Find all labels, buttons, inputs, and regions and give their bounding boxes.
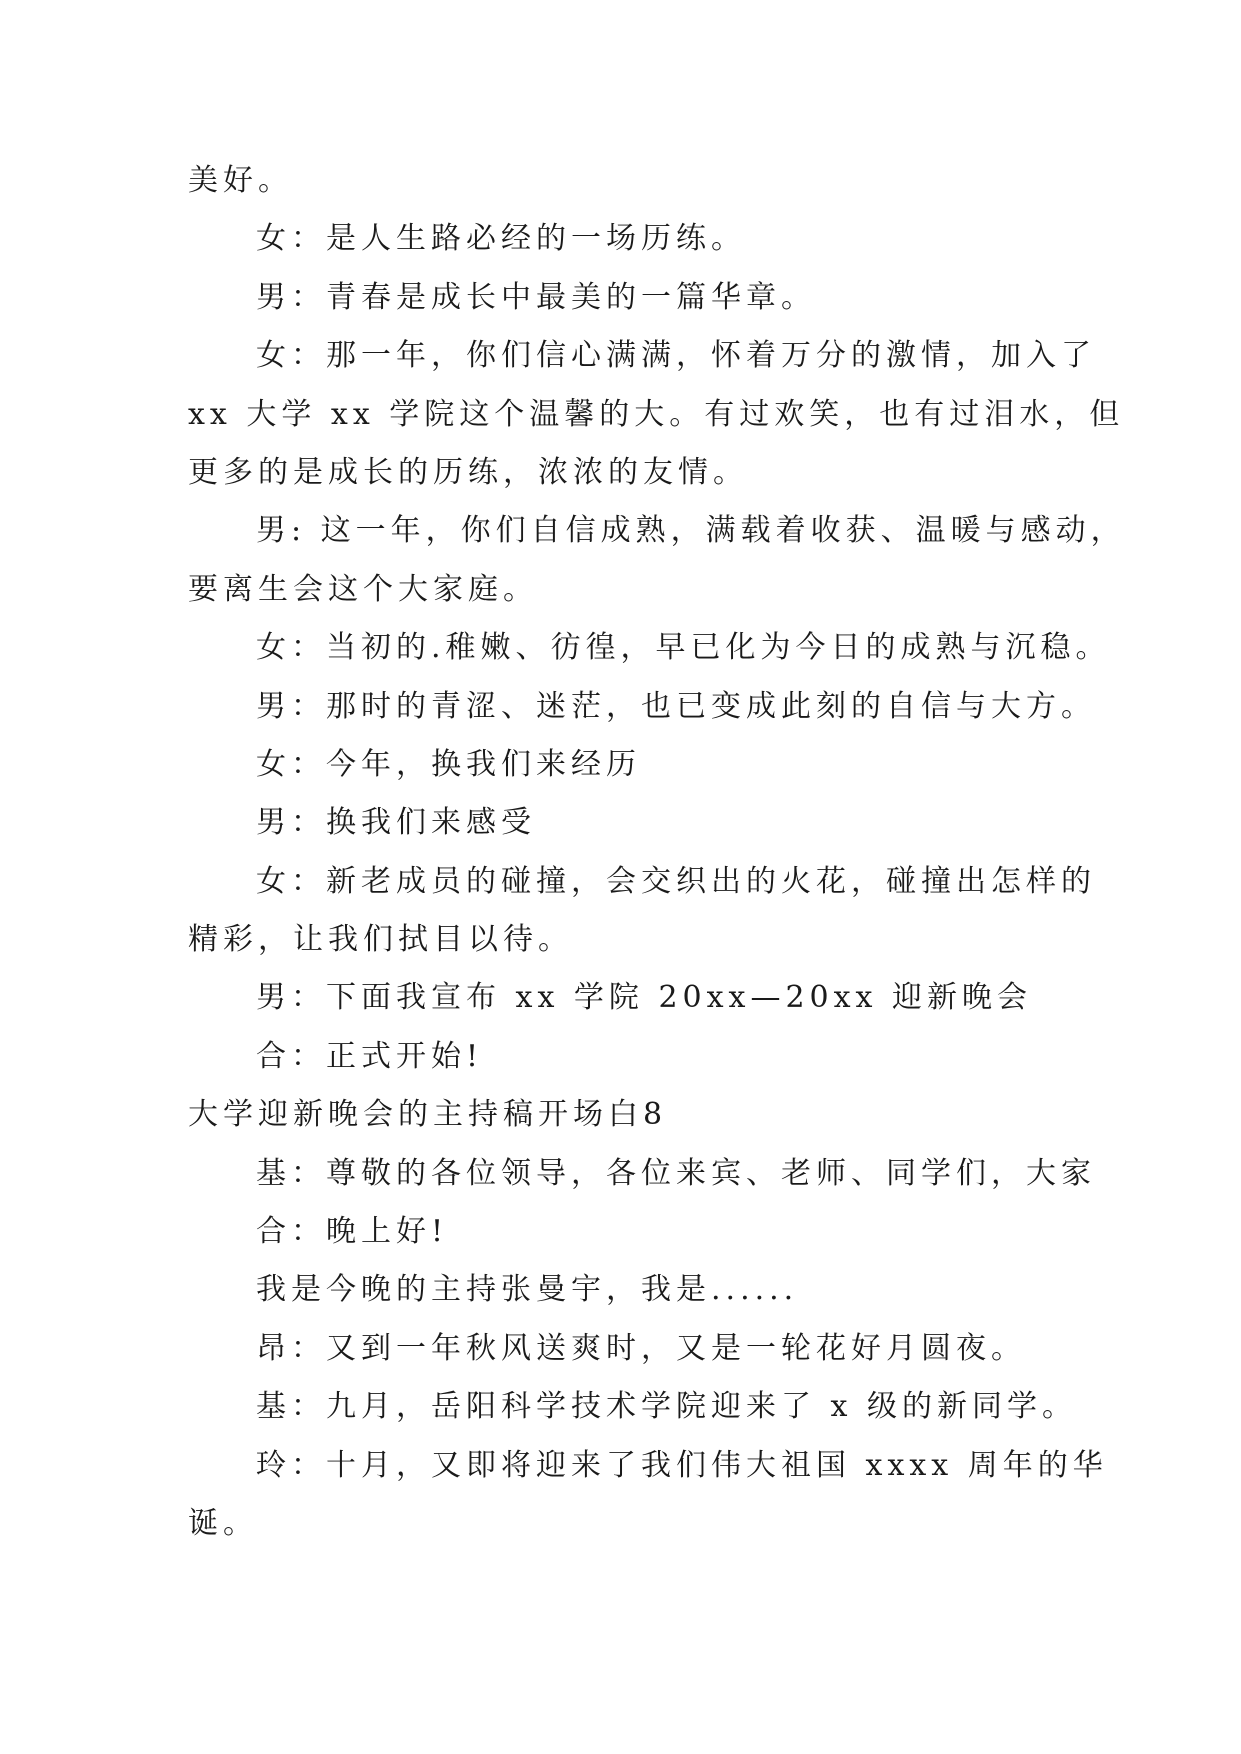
text-line: 基：九月，岳阳科学技术学院迎来了 x 级的新同学。 <box>256 1389 1077 1425</box>
text-line: 女：今年，换我们来经历 <box>256 746 641 782</box>
text-line: 美好。 <box>188 163 293 198</box>
text-line: 基：尊敬的各位领导，各位来宾、老师、同学们，大家 <box>256 1155 1096 1191</box>
section-heading: 大学迎新晚会的主持稿开场白8 <box>188 1097 668 1133</box>
text-line: 男: 这一年，你们自信成熟，满载着收获、温暖与感动， <box>256 513 1126 549</box>
text-line: 男：青春是成长中最美的一篇华章。 <box>256 279 816 315</box>
text-line: 男：换我们来感受 <box>256 805 536 841</box>
text-line: 男：下面我宣布 xx 学院 20xx—20xx 迎新晚会 <box>256 980 1033 1016</box>
text-line: 更多的是成长的历练，浓浓的友情。 <box>188 454 748 490</box>
text-line: 男：那时的青涩、迷茫，也已变成此刻的自信与大方。 <box>256 688 1096 724</box>
text-line: 女：新老成员的碰撞，会交织出的火花，碰撞出怎样的 <box>256 863 1096 899</box>
text-line: 精彩，让我们拭目以待。 <box>188 922 573 958</box>
text-line: 女：当初的.稚嫩、彷徨，早已化为今日的成熟与沉稳。 <box>256 630 1111 666</box>
text-line: 昂：又到一年秋风送爽时，又是一轮花好月圆夜。 <box>256 1330 1026 1366</box>
text-line: 玲：十月，又即将迎来了我们伟大祖国 xxxx 周年的华 <box>256 1447 1108 1483</box>
text-line: xx 大学 xx 学院这个温馨的大。有过欢笑，也有过泪水，但 <box>188 396 1125 432</box>
text-line: 合：晚上好! <box>256 1214 449 1250</box>
text-line: 我是今晚的主持张曼宇，我是...... <box>256 1272 799 1308</box>
document-body <box>188 152 1126 1553</box>
text-line: 诞。 <box>188 1505 258 1541</box>
text-line: 女：那一年，你们信心满满，怀着万分的激情，加入了 <box>256 338 1096 374</box>
text-line: 要离生会这个大家庭。 <box>188 571 538 607</box>
text-line: 合：正式开始! <box>256 1038 484 1074</box>
text-line: 女：是人生路必经的一场历练。 <box>256 221 746 257</box>
